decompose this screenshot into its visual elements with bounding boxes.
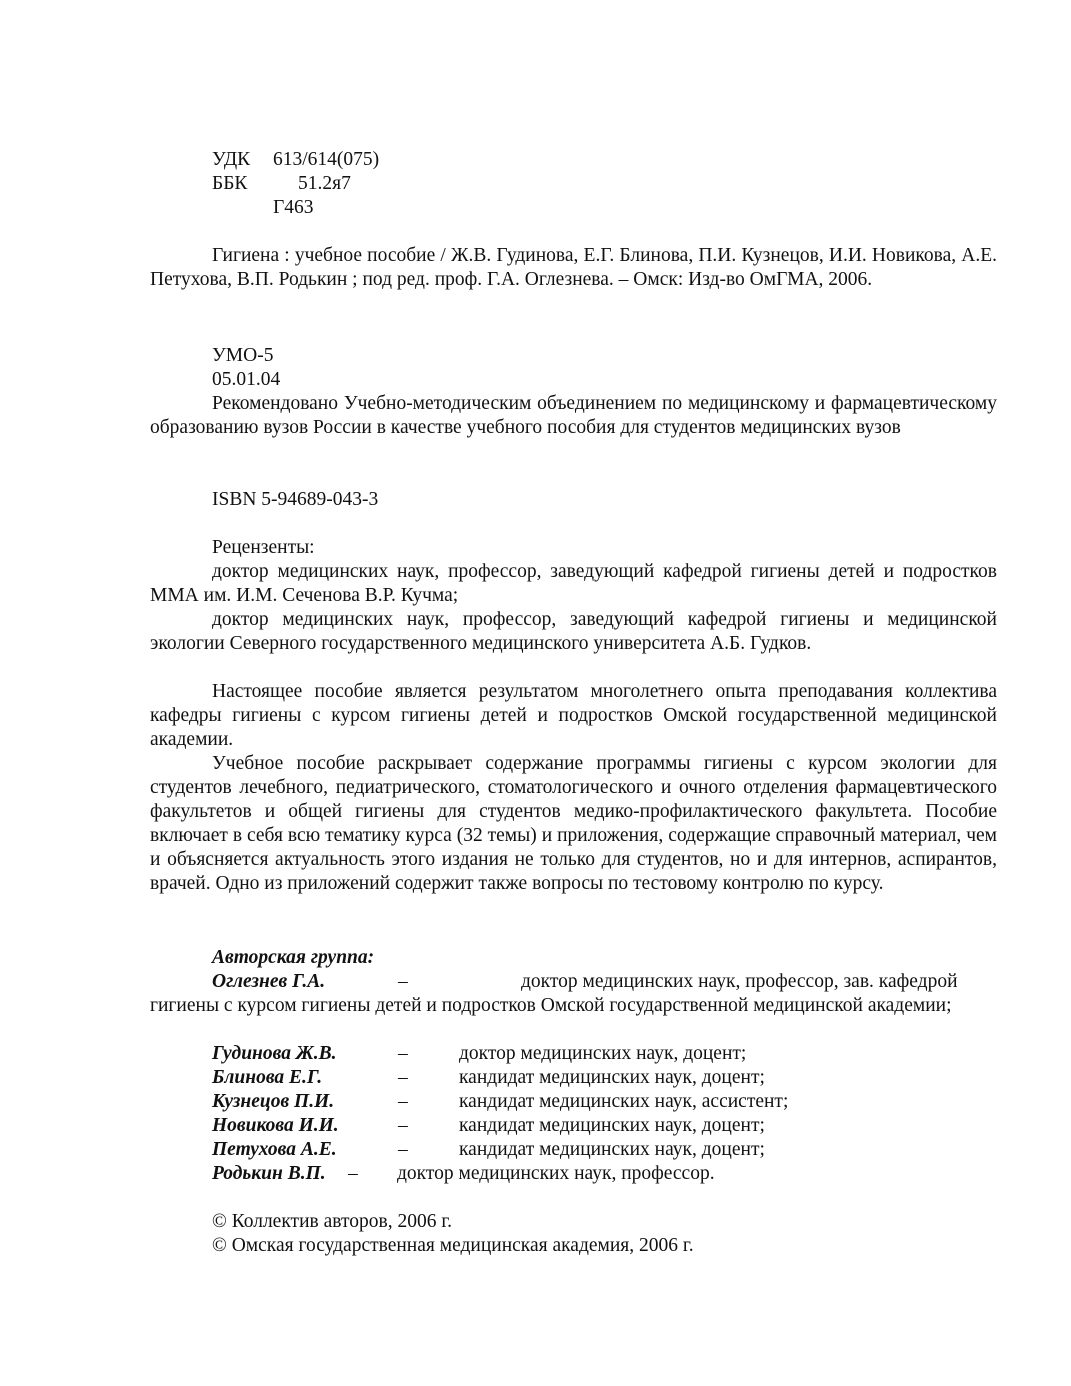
author-member-name: Гудинова Ж.В. bbox=[212, 1043, 337, 1064]
author-group-heading: Авторская группа: bbox=[212, 947, 375, 968]
author-member-desc: кандидат медицинских наук, доцент; bbox=[459, 1067, 765, 1088]
author-member-desc: доктор медицинских наук, доцент; bbox=[459, 1043, 747, 1064]
udk-value: 613/614(075) bbox=[273, 149, 380, 170]
author-member-dash: – bbox=[398, 1139, 408, 1160]
author-member-name: Петухова А.Е. bbox=[212, 1139, 337, 1160]
author-member-dash: – bbox=[398, 1091, 408, 1112]
author-member-desc: кандидат медицинских наук, ассистент; bbox=[459, 1091, 789, 1112]
bibliographic-record: Гигиена : учебное пособие / Ж.В. Гудинова, Е.Г. Блинова, П.И. Кузнецов, И.И. Новикова, А.Е. Петухова, В.П. Родькин ; под ред. проф. Г.А. Оглезнева. – Омск: Изд-во ОмГМА, 2006. bbox=[150, 245, 997, 290]
author-member-row bbox=[212, 1114, 997, 1138]
umo-code: УМО-5 bbox=[212, 345, 274, 366]
author-member-dash: – bbox=[398, 1067, 408, 1088]
umo-number: 05.01.04 bbox=[212, 369, 281, 390]
author-member-row bbox=[212, 1090, 997, 1114]
author-member-row bbox=[212, 1138, 997, 1162]
recommendation-text: Рекомендовано Учебно-методическим объединением по медицинскому и фармацевтическому образованию вузов России в качестве учебного пособия для студентов медицинских вузов bbox=[150, 393, 997, 438]
udk-label: УДК bbox=[212, 149, 251, 170]
annotation-paragraph-1: Настоящее пособие является результатом многолетнего опыта преподавания коллектива кафедры гигиены с курсом гигиены детей и подростков Омской государственной медицинской академии. bbox=[150, 681, 997, 750]
author-last-name: Родькин В.П. bbox=[212, 1163, 326, 1184]
author-mark: Г463 bbox=[273, 197, 314, 218]
author-member-desc: кандидат медицинских наук, доцент; bbox=[459, 1115, 765, 1136]
author-member-desc: кандидат медицинских наук, доцент; bbox=[459, 1139, 765, 1160]
author-member-name: Блинова Е.Г. bbox=[212, 1067, 323, 1088]
author-lead-desc-first: доктор медицинских наук, профессор, зав. кафедрой bbox=[521, 971, 958, 992]
author-member-row bbox=[212, 1066, 997, 1090]
author-lead-row bbox=[212, 970, 997, 994]
copyright-academy: © Омская государственная медицинская академия, 2006 г. bbox=[212, 1235, 694, 1256]
author-lead-dash: – bbox=[398, 971, 408, 992]
reviewer-2: доктор медицинских наук, профессор, заведующий кафедрой гигиены и медицинской экологии Северного государственного медицинского университета А.Б. Гудков. bbox=[150, 609, 997, 654]
author-last-row bbox=[212, 1162, 997, 1186]
author-last-dash: – bbox=[348, 1163, 358, 1184]
isbn: ISBN 5-94689-043-3 bbox=[212, 489, 379, 510]
author-lead-name: Оглезнев Г.А. bbox=[212, 971, 326, 992]
author-member-row bbox=[212, 1042, 997, 1066]
author-lead-desc-rest: гигиены с курсом гигиены детей и подростков Омской государственной медицинской академии; bbox=[150, 995, 952, 1016]
author-member-dash: – bbox=[398, 1043, 408, 1064]
author-member-name: Новикова И.И. bbox=[212, 1115, 339, 1136]
author-member-name: Кузнецов П.И. bbox=[212, 1091, 335, 1112]
copyright-authors: © Коллектив авторов, 2006 г. bbox=[212, 1211, 452, 1232]
reviewers-heading: Рецензенты: bbox=[212, 537, 315, 558]
author-member-dash: – bbox=[398, 1115, 408, 1136]
bbk-label: ББК bbox=[212, 173, 248, 194]
annotation-paragraph-2: Учебное пособие раскрывает содержание программы гигиены с курсом экологии для студентов лечебного, педиатрического, стоматологического и очного отделения фармацевтического факультетов и общей гигиены для студентов медико-профилактического факультета. Пособие включает в себя всю тематику курса (32 темы) и приложения, содержащие справочный материал, чем и объясняется актуальность этого издания не только для студентов, но и для интернов, аспирантов, врачей. Одно из приложений содержит также вопросы по тестовому контролю по курсу. bbox=[150, 753, 997, 894]
author-last-desc: доктор медицинских наук, профессор. bbox=[397, 1163, 715, 1184]
bbk-value: 51.2я7 bbox=[298, 173, 351, 194]
reviewer-1: доктор медицинских наук, профессор, заведующий кафедрой гигиены детей и подростков ММА им. И.М. Сеченова В.Р. Кучма; bbox=[150, 561, 997, 606]
